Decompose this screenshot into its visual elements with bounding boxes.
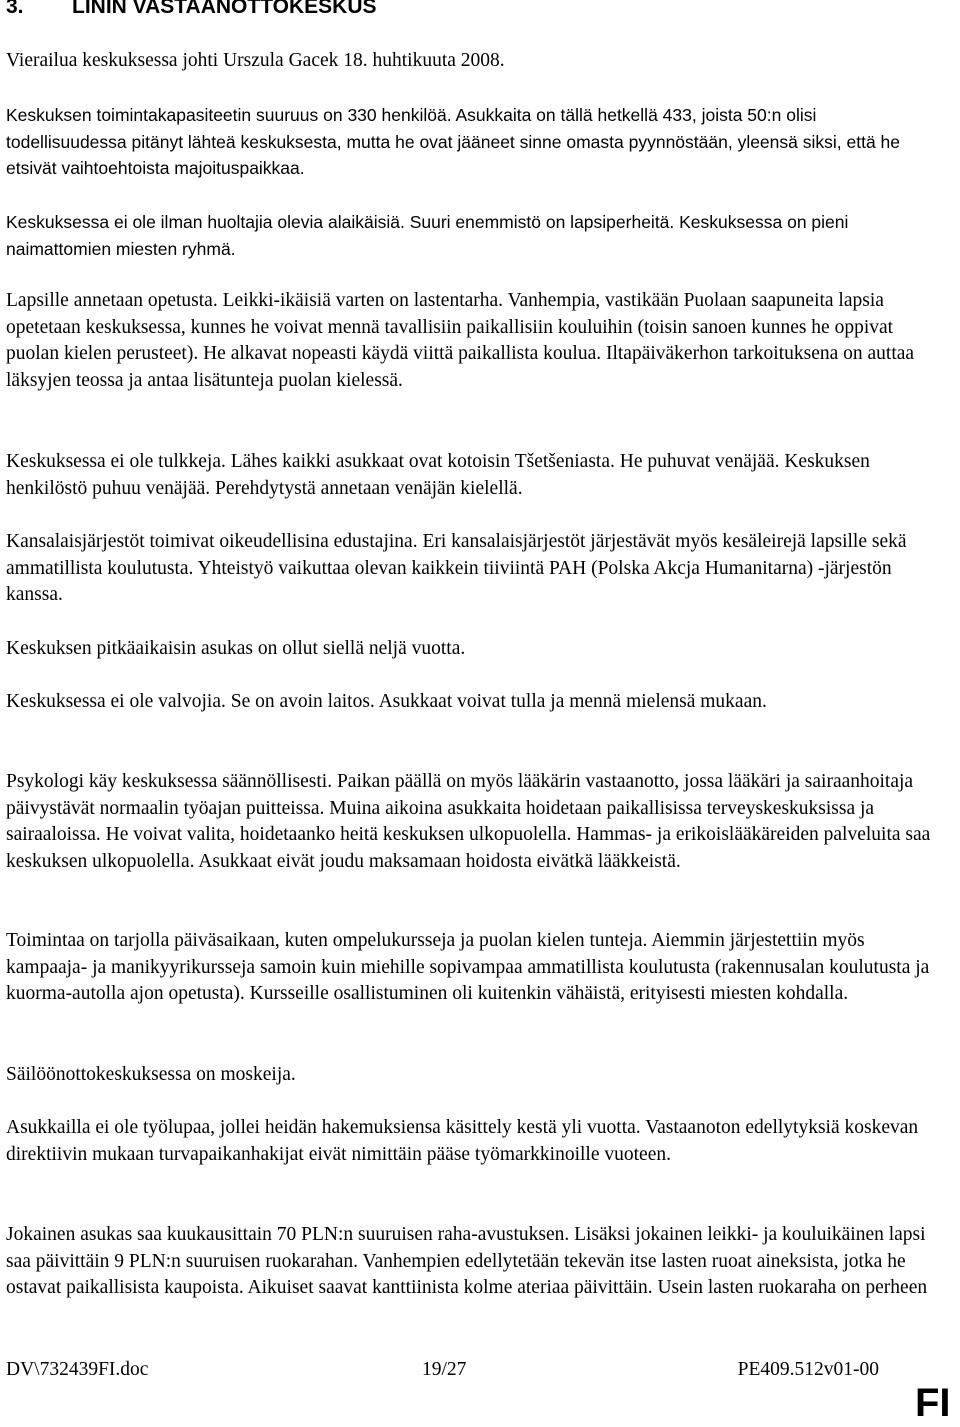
paragraph-visit: Vierailua keskuksessa johti Urszula Gacek 18. huhtikuuta 2008. <box>6 50 505 71</box>
paragraph-capacity: Keskuksen toimintakapasiteetin suuruus on 330 henkilöä. Asukkaita on tällä hetkellä 433, joista 50:n olisi todellisuudessa pitänyt lähteä keskuksesta, mutta he ovat jääneet sinne omasta pyynnöstään, yleensä siksi, että he etsivät vaihtoehtoista majoituspaikkaa. <box>6 105 901 178</box>
paragraph-healthcare: Psykologi käy keskuksessa säännöllisesti. Paikan päällä on myös lääkärin vastaanotto, jossa lääkäri ja sairaanhoitaja päivystävät normaalin työajan puitteissa. Muina aikoina asukkaita hoidetaan paikallisissa terveyskeskuksissa ja sairaaloissa. He voivat valita, hoidetaanko heitä keskuksen ulkopuolella. Hammas- ja erikoislääkäreiden palveluita saa keskuksen ulkopuolella. Asukkaat eivät joudu maksamaan hoidosta eivätkä lääkkeistä. <box>6 771 931 872</box>
paragraph-interpreters: Keskuksessa ei ole tulkkeja. Lähes kaikki asukkaat ovat kotoisin Tšetšeniasta. He puhuvat venäjää. Keskuksen henkilöstö puhuu venäjää. Perehdytystä annetaan venäjän kielellä. <box>6 451 870 499</box>
section-heading <box>6 0 377 20</box>
language-mark: FI <box>915 1381 951 1425</box>
paragraph-activities: Toimintaa on tarjolla päiväsaikaan, kuten ompelukursseja ja puolan kielen tunteja. Aiemmin järjestettiin myös kampaaja- ja manikyyrikursseja samoin kuin miehille sopivampaa ammatillista koulutusta (rakennusalan koulutusta ja kuorma-autolla ajon opetusta). Kursseille osallistuminen oli kuitenkin vähäistä, erityisesti miesten kohdalla. <box>6 930 930 1004</box>
section-number: 3. <box>6 0 24 18</box>
pe-reference: PE409.512v01-00 <box>737 1359 879 1380</box>
paragraph-minors: Keskuksessa ei ole ilman huoltajia olevia alaikäisiä. Suuri enemmistö on lapsiperheitä. Keskuksessa on pieni naimattomien miesten ryhmä. <box>6 212 849 259</box>
paragraph-ngos: Kansalaisjärjestöt toimivat oikeudellisina edustajina. Eri kansalaisjärjestöt järjestävät myös kesäleirejä lapsille sekä ammatillista koulutusta. Yhteistyö vaikuttaa olevan kaikkein tiiviintä PAH (Polska Akcja Humanitarna) -järjestön kanssa. <box>6 531 907 605</box>
section-title: LININ VASTAANOTTOKESKUS <box>72 0 377 18</box>
page-number: 19/27 <box>422 1359 467 1380</box>
page-footer <box>0 1357 960 1383</box>
paragraph-work-permit: Asukkailla ei ole työlupaa, jollei heidän hakemuksiensa käsittely kestä yli vuotta. Vastaanoton edellytyksiä koskevan direktiivin mukaan turvapaikanhakijat eivät nimittäin pääse työmarkkinoille vuoteen. <box>6 1117 919 1165</box>
paragraph-longest-resident: Keskuksen pitkäaikaisin asukas on ollut siellä neljä vuotta. <box>6 638 466 659</box>
paragraph-supervision: Keskuksessa ei ole valvojia. Se on avoin laitos. Asukkaat voivat tulla ja mennä mielensä mukaan. <box>6 691 767 712</box>
document-reference: DV\732439FI.doc <box>6 1359 149 1380</box>
paragraph-education: Lapsille annetaan opetusta. Leikki-ikäisiä varten on lastentarha. Vanhempia, vastikään Puolaan saapuneita lapsia opetetaan keskuksessa, kunnes he voivat mennä tavallisiin paikallisiin kouluihin (toisin sanoen kunnes he oppivat puolan kielen perusteet). He alkavat nopeasti käydä viittä paikallista koulua. Iltapäiväkerhon tarkoituksena on auttaa läksyjen teossa ja antaa lisätunteja puolan kielessä. <box>6 290 915 391</box>
paragraph-mosque: Säilöönottokeskuksessa on moskeija. <box>6 1064 296 1085</box>
paragraph-allowance: Jokainen asukas saa kuukausittain 70 PLN:n suuruisen raha-avustuksen. Lisäksi jokainen leikki- ja kouluikäinen lapsi saa päivittäin 9 PLN:n suuruisen ruokarahan. Vanhempien edellytetään tekevän itse lasten ruoat aineksista, jotka he ostavat paikallisista kaupoista. Aikuiset saavat kanttiinista kolme ateriaa päivittäin. Usein lasten ruokaraha on perheen <box>6 1224 928 1298</box>
